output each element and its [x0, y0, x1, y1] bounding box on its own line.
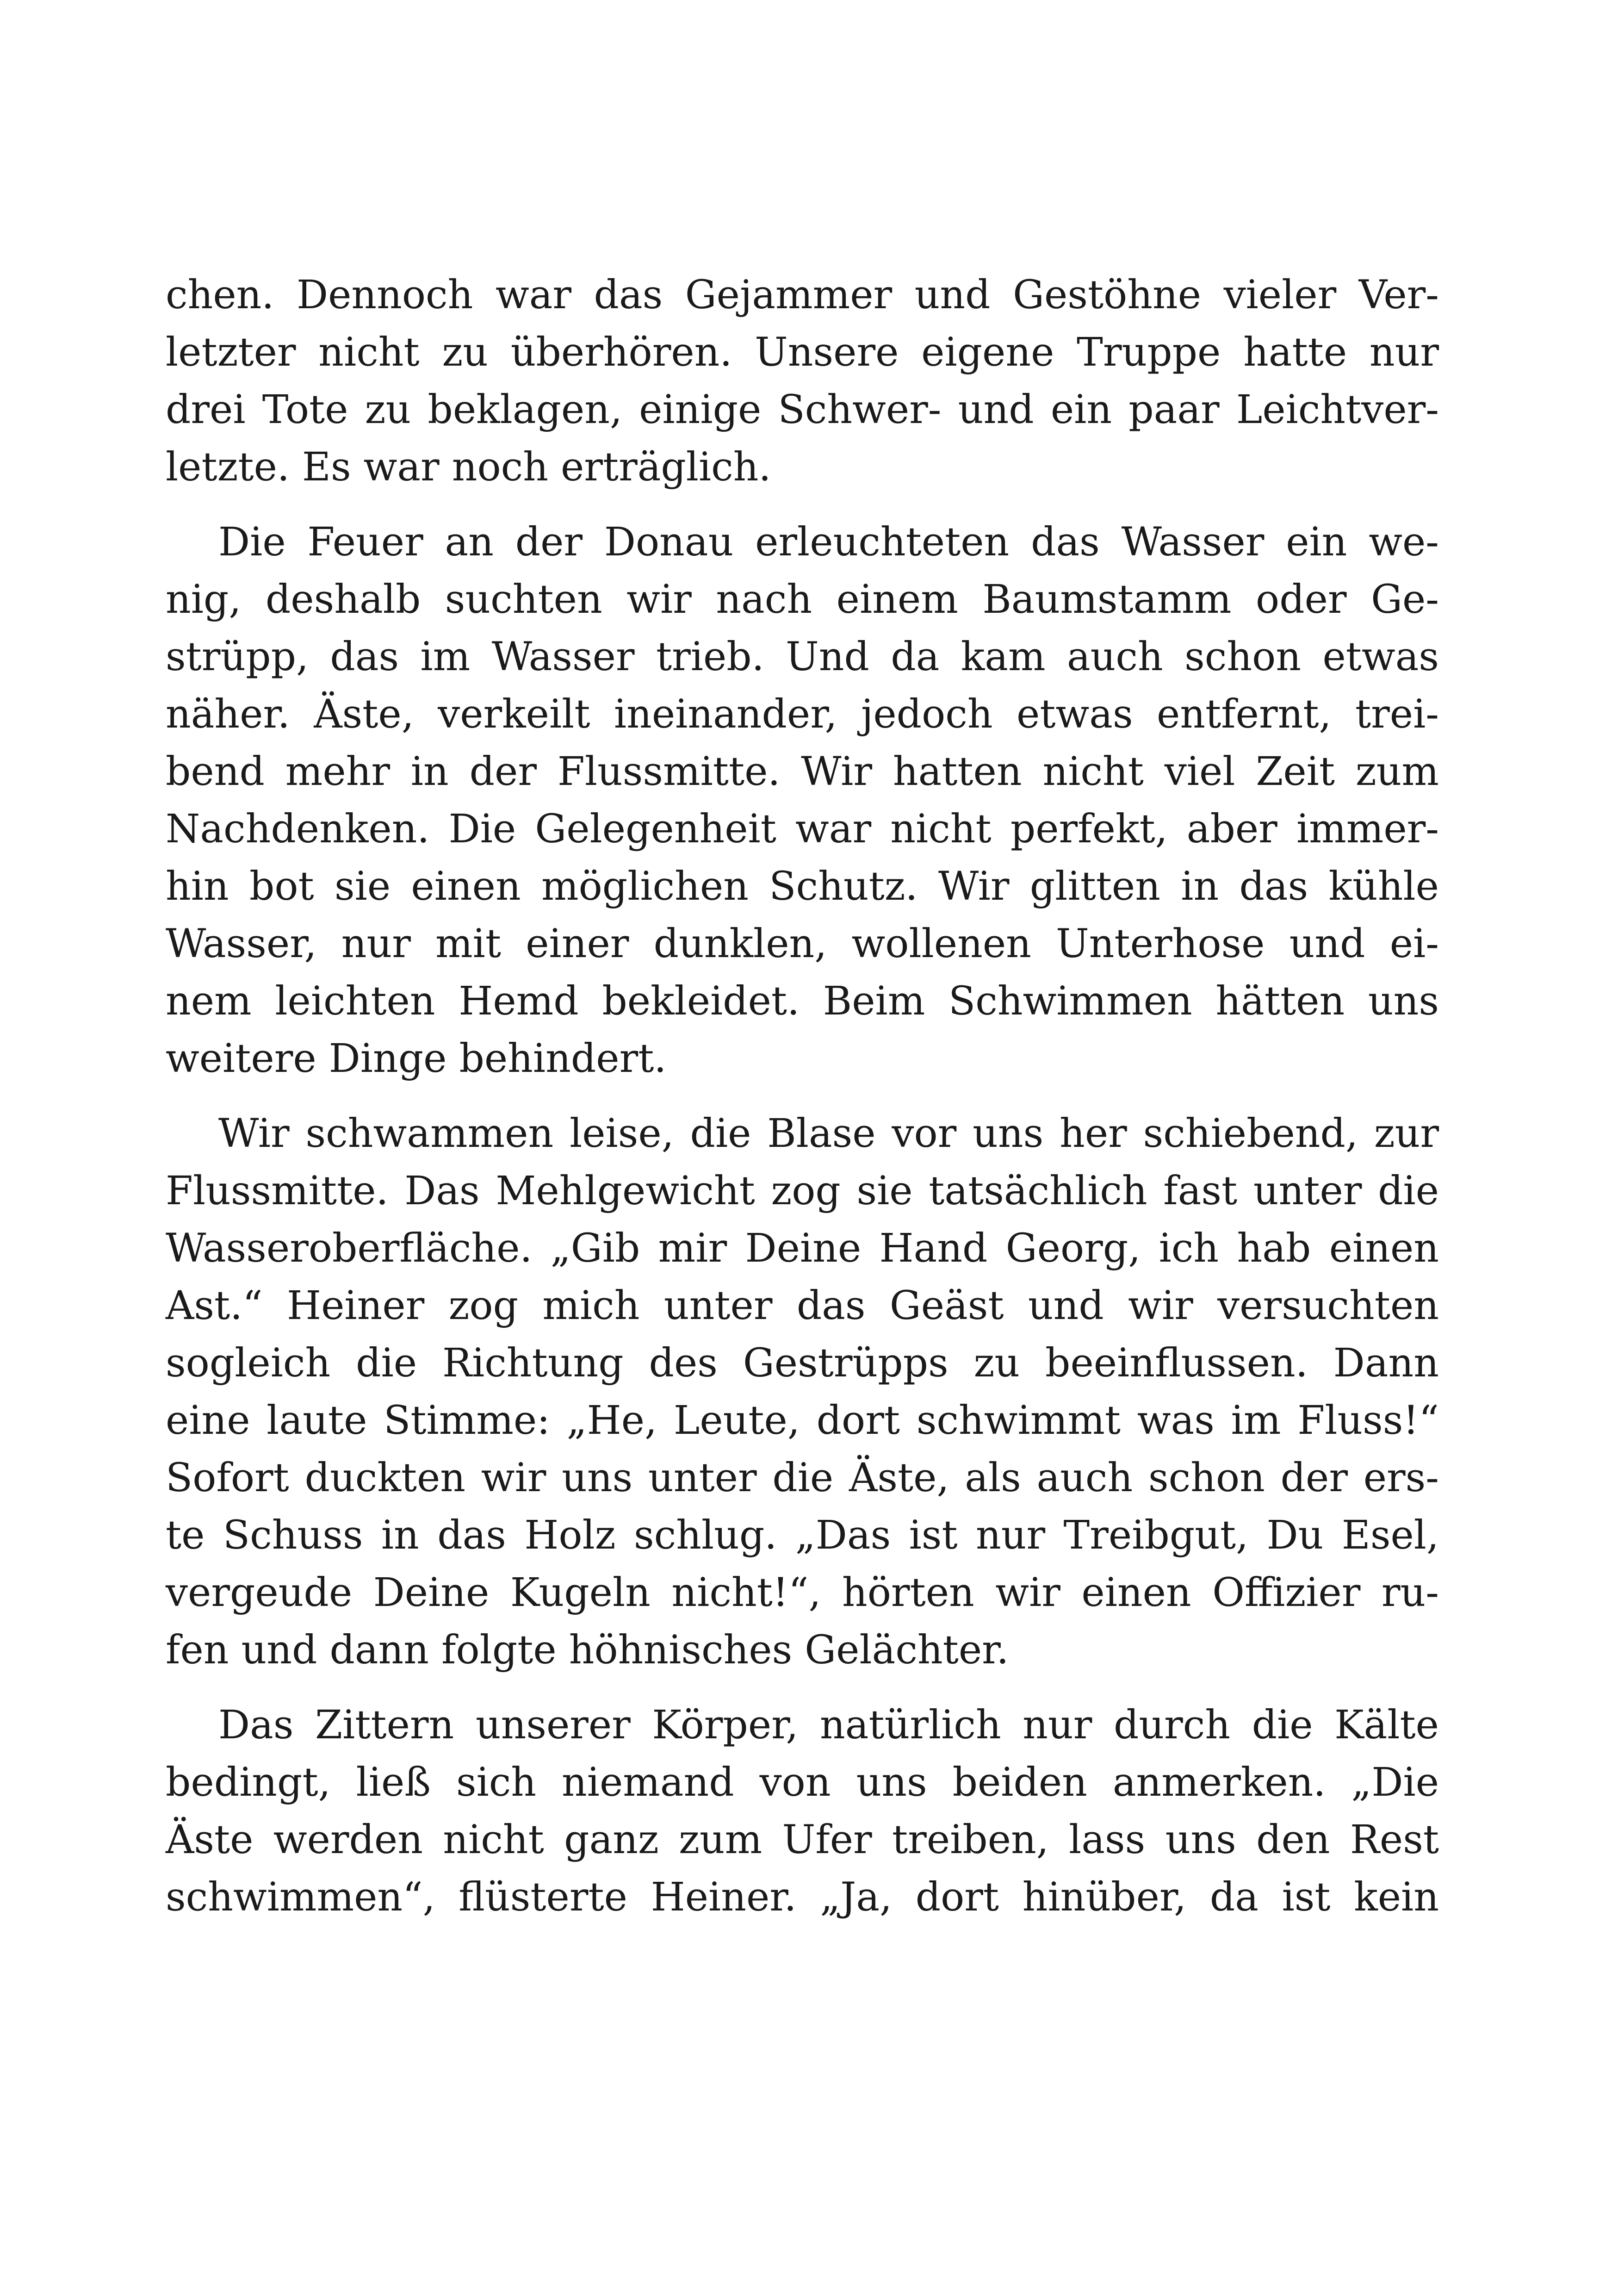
text-line: Wasseroberfläche. „Gib mir Deine Hand Georg, ich hab einen — [166, 1226, 1439, 1271]
paragraph-1 — [166, 267, 1439, 496]
text-line: strüpp, das im Wasser trieb. Und da kam auch schon etwas — [166, 634, 1439, 680]
text-line: Die Feuer an der Donau erleuchteten das Wasser ein we- — [218, 519, 1439, 565]
text-line: letzte. Es war noch erträglich. — [166, 444, 771, 490]
paragraph-2 — [166, 514, 1439, 1088]
text-line: chen. Dennoch war das Gejammer und Gestöhne vieler Ver- — [166, 272, 1439, 318]
text-line: sogleich die Richtung des Gestrüpps zu beeinflussen. Dann — [166, 1340, 1439, 1386]
text-line: nem leichten Hemd bekleidet. Beim Schwimmen hätten uns — [166, 978, 1439, 1024]
text-line: Flussmitte. Das Mehlgewicht zog sie tatsächlich fast unter die — [166, 1168, 1439, 1214]
body-text — [166, 267, 1439, 1944]
text-line: eine laute Stimme: „He, Leute, dort schwimmt was im Fluss!“ — [166, 1398, 1439, 1444]
paragraph-4 — [166, 1697, 1439, 1926]
text-line: vergeude Deine Kugeln nicht!“, hörten wir einen Offizier ru- — [166, 1570, 1439, 1616]
text-line: fen und dann folgte höhnisches Gelächter. — [166, 1627, 1009, 1673]
paragraph-3 — [166, 1105, 1439, 1679]
text-line: drei Tote zu beklagen, einige Schwer- und ein paar Leichtver- — [166, 387, 1439, 433]
text-line: bedingt, ließ sich niemand von uns beiden anmerken. „Die — [166, 1760, 1439, 1805]
text-line: nig, deshalb suchten wir nach einem Baumstamm oder Ge- — [166, 577, 1439, 622]
text-line: Nachdenken. Die Gelegenheit war nicht perfekt, aber immer- — [166, 806, 1439, 852]
text-line: bend mehr in der Flussmitte. Wir hatten nicht viel Zeit zum — [166, 749, 1439, 795]
text-line: weitere Dinge behindert. — [166, 1036, 667, 1082]
text-line: letzter nicht zu überhören. Unsere eigene Truppe hatte nur — [166, 330, 1439, 375]
text-line: schwimmen“, flüsterte Heiner. „Ja, dort hinüber, da ist kein — [166, 1874, 1439, 1920]
text-line: Ast.“ Heiner zog mich unter das Geäst und wir versuchten — [166, 1283, 1439, 1329]
text-line: Das Zittern unserer Körper, natürlich nur durch die Kälte — [218, 1702, 1439, 1748]
text-line: te Schuss in das Holz schlug. „Das ist nur Treibgut, Du Esel, — [166, 1512, 1439, 1558]
text-line: hin bot sie einen möglichen Schutz. Wir glitten in das kühle — [166, 864, 1439, 909]
text-line: Äste werden nicht ganz zum Ufer treiben, lass uns den Rest — [166, 1817, 1439, 1863]
text-line: Wir schwammen leise, die Blase vor uns her schiebend, zur — [218, 1111, 1439, 1157]
text-line: Sofort duckten wir uns unter die Äste, als auch schon der ers- — [166, 1455, 1439, 1501]
text-line: näher. Äste, verkeilt ineinander, jedoch etwas entfernt, trei- — [166, 691, 1439, 737]
text-line: Wasser, nur mit einer dunklen, wollenen Unterhose und ei- — [166, 921, 1439, 967]
